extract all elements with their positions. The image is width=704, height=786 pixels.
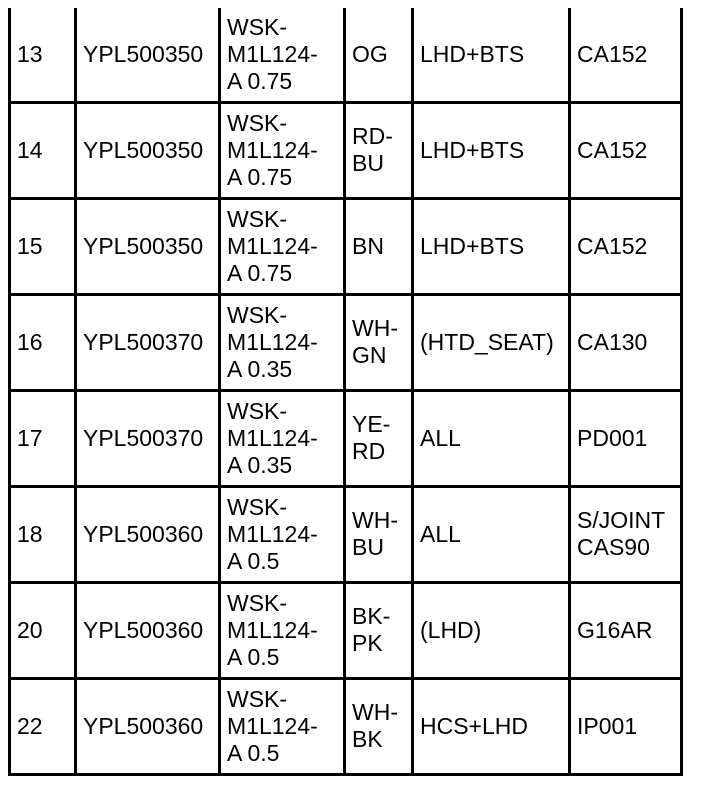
table-row xyxy=(10,294,682,390)
wire-spec-cell-line: A 0.5 xyxy=(227,643,280,670)
wire-spec-cell-line: A 0.5 xyxy=(227,547,280,574)
wire-color-cell-line: OG xyxy=(352,40,388,67)
option-cell: HCS+LHD xyxy=(413,678,570,774)
wire-color-cell-line: WH- xyxy=(352,507,398,533)
table-row xyxy=(10,486,682,582)
wire-spec-cell xyxy=(220,294,345,390)
wire-spec-cell xyxy=(220,582,345,678)
option-cell: ALL xyxy=(413,486,570,582)
wire-spec-cell-line: WSK- xyxy=(227,13,288,40)
wire-spec-cell-line: A 0.75 xyxy=(227,259,293,286)
wire-color-cell xyxy=(345,294,413,390)
part-number-cell: YPL500350 xyxy=(76,198,220,294)
position-cell: 18 xyxy=(10,486,76,582)
connector-cell xyxy=(570,294,682,390)
connector-cell xyxy=(570,486,682,582)
wire-color-cell-line: BU xyxy=(352,150,384,176)
wire-spec-cell-line: A 0.35 xyxy=(227,451,293,478)
wire-spec-cell-line: A 0.75 xyxy=(227,163,293,190)
wire-spec-cell xyxy=(220,486,345,582)
wire-spec-cell-line: A 0.35 xyxy=(227,355,293,382)
table-row xyxy=(10,8,682,102)
option-cell: LHD+BTS xyxy=(413,102,570,198)
wire-color-cell-line: BN xyxy=(352,232,384,259)
part-number-cell: YPL500370 xyxy=(76,294,220,390)
connector-cell-line: S/JOINT xyxy=(577,507,666,533)
wire-color-cell-line: RD- xyxy=(352,123,393,149)
wire-color-cell-line: BU xyxy=(352,534,384,560)
part-number-cell: YPL500350 xyxy=(76,8,220,102)
wire-spec-cell-line: WSK- xyxy=(227,109,288,136)
part-number-cell: YPL500360 xyxy=(76,486,220,582)
option-cell: ALL xyxy=(413,390,570,486)
connector-cell xyxy=(570,102,682,198)
connector-cell-line: PD001 xyxy=(577,424,648,451)
connector-cell xyxy=(570,8,682,102)
wire-spec-cell-line: WSK- xyxy=(227,493,288,520)
wire-color-cell-line: PK xyxy=(352,630,383,656)
wire-spec-cell-line: M1L124- xyxy=(227,328,318,355)
position-cell: 20 xyxy=(10,582,76,678)
wire-spec-cell-line: M1L124- xyxy=(227,520,318,547)
wire-color-cell-line: WH- xyxy=(352,699,398,725)
wire-spec-cell-line: M1L124- xyxy=(227,40,318,67)
connector-cell xyxy=(570,678,682,774)
wire-spec-cell-line: WSK- xyxy=(227,397,288,424)
option-cell: (HTD_SEAT) xyxy=(413,294,570,390)
part-number-cell: YPL500370 xyxy=(76,390,220,486)
wire-spec-cell-line: A 0.5 xyxy=(227,739,280,766)
wire-table xyxy=(8,8,683,776)
table-row xyxy=(10,198,682,294)
part-number-cell: YPL500360 xyxy=(76,582,220,678)
wire-spec-cell xyxy=(220,390,345,486)
wire-color-cell-line: YE- xyxy=(352,411,391,437)
wire-color-cell xyxy=(345,486,413,582)
wire-spec-cell-line: M1L124- xyxy=(227,232,318,259)
connector-cell xyxy=(570,582,682,678)
part-number-cell: YPL500350 xyxy=(76,102,220,198)
option-cell: LHD+BTS xyxy=(413,198,570,294)
wire-color-cell xyxy=(345,582,413,678)
connector-cell-line: CAS90 xyxy=(577,534,650,560)
wire-color-cell xyxy=(345,390,413,486)
table-row xyxy=(10,390,682,486)
wire-spec-cell-line: WSK- xyxy=(227,301,288,328)
table-row xyxy=(10,678,682,774)
wire-spec-cell-line: A 0.75 xyxy=(227,67,293,94)
table-row xyxy=(10,582,682,678)
wire-spec-cell-line: WSK- xyxy=(227,685,288,712)
connector-cell xyxy=(570,198,682,294)
position-cell: 17 xyxy=(10,390,76,486)
wire-color-cell xyxy=(345,102,413,198)
wire-color-cell xyxy=(345,678,413,774)
connector-cell-line: CA130 xyxy=(577,328,648,355)
position-cell: 14 xyxy=(10,102,76,198)
connector-cell-line: CA152 xyxy=(577,136,648,163)
wire-spec-cell-line: M1L124- xyxy=(227,712,318,739)
wire-spec-cell-line: WSK- xyxy=(227,205,288,232)
wire-color-cell xyxy=(345,8,413,102)
table-row xyxy=(10,102,682,198)
position-cell: 16 xyxy=(10,294,76,390)
option-cell: LHD+BTS xyxy=(413,8,570,102)
part-number-cell: YPL500360 xyxy=(76,678,220,774)
wire-color-cell xyxy=(345,198,413,294)
option-cell: (LHD) xyxy=(413,582,570,678)
connector-cell-line: IP001 xyxy=(577,712,638,739)
wire-spec-cell-line: M1L124- xyxy=(227,136,318,163)
wire-spec-cell xyxy=(220,678,345,774)
wire-color-cell-line: BK- xyxy=(352,603,391,629)
connector-cell-line: CA152 xyxy=(577,232,648,259)
wire-color-cell-line: RD xyxy=(352,438,386,464)
wire-spec-cell-line: WSK- xyxy=(227,589,288,616)
position-cell: 22 xyxy=(10,678,76,774)
position-cell: 15 xyxy=(10,198,76,294)
wire-color-cell-line: BK xyxy=(352,726,383,752)
wire-spec-cell-line: M1L124- xyxy=(227,424,318,451)
connector-cell-line: G16AR xyxy=(577,616,653,643)
wire-spec-cell xyxy=(220,198,345,294)
wire-table-body xyxy=(10,8,682,774)
wire-spec-cell xyxy=(220,8,345,102)
wire-color-cell-line: WH- xyxy=(352,315,398,341)
position-cell: 13 xyxy=(10,8,76,102)
connector-cell-line: CA152 xyxy=(577,40,648,67)
wire-spec-cell-line: M1L124- xyxy=(227,616,318,643)
wire-spec-cell xyxy=(220,102,345,198)
connector-cell xyxy=(570,390,682,486)
wire-color-cell-line: GN xyxy=(352,342,387,368)
